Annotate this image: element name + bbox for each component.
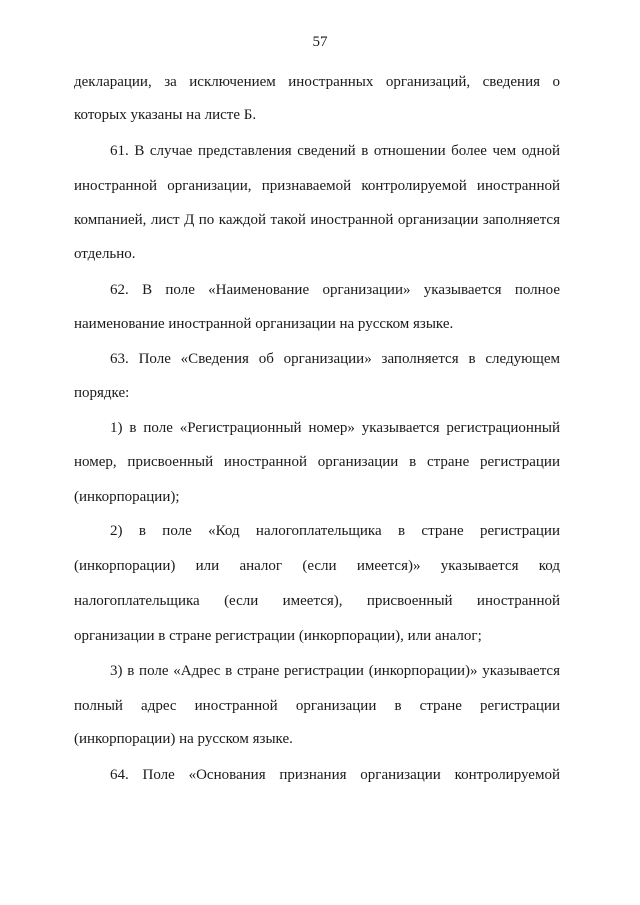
paragraph-line: 3) в поле «Адрес в стране регистрации (инкорпорации)» указывается — [110, 663, 560, 679]
paragraph-line: порядке: — [74, 385, 130, 401]
paragraph-line: 1) в поле «Регистрационный номер» указывается регистрационный — [110, 420, 560, 436]
paragraph-line: отдельно. — [74, 246, 136, 262]
paragraph-line: номер, присвоенный иностранной организации в стране регистрации — [74, 454, 560, 470]
paragraph-line: которых указаны на листе Б. — [74, 107, 257, 123]
paragraph-line: 61. В случае представления сведений в отношении более чем одной — [110, 143, 560, 159]
paragraph-line: иностранной организации, признаваемой контролируемой иностранной — [74, 178, 560, 194]
paragraph-line: 62. В поле «Наименование организации» указывается полное — [110, 282, 560, 298]
paragraph-line: 63. Поле «Сведения об организации» заполняется в следующем — [110, 351, 560, 367]
paragraph-line: 64. Поле «Основания признания организации контролируемой — [110, 767, 560, 783]
paragraph-line: (инкорпорации) на русском языке. — [74, 731, 293, 747]
paragraph-line: наименование иностранной организации на русском языке. — [74, 316, 454, 332]
paragraph-line: компанией, лист Д по каждой такой иностранной организации заполняется — [74, 212, 560, 228]
paragraph-line: (инкорпорации) или аналог (если имеется)» указывается код — [74, 558, 560, 574]
paragraph-line: (инкорпорации); — [74, 489, 180, 505]
paragraph-line: полный адрес иностранной организации в стране регистрации — [74, 698, 560, 714]
page-number: 57 — [312, 34, 328, 50]
paragraph-line: налогоплательщика (если имеется), присвоенный иностранной — [74, 593, 560, 609]
paragraph-line: 2) в поле «Код налогоплательщика в стране регистрации — [110, 523, 560, 539]
paragraph-line: организации в стране регистрации (инкорпорации), или аналог; — [74, 628, 482, 644]
paragraph-line: декларации, за исключением иностранных организаций, сведения о — [74, 74, 560, 90]
